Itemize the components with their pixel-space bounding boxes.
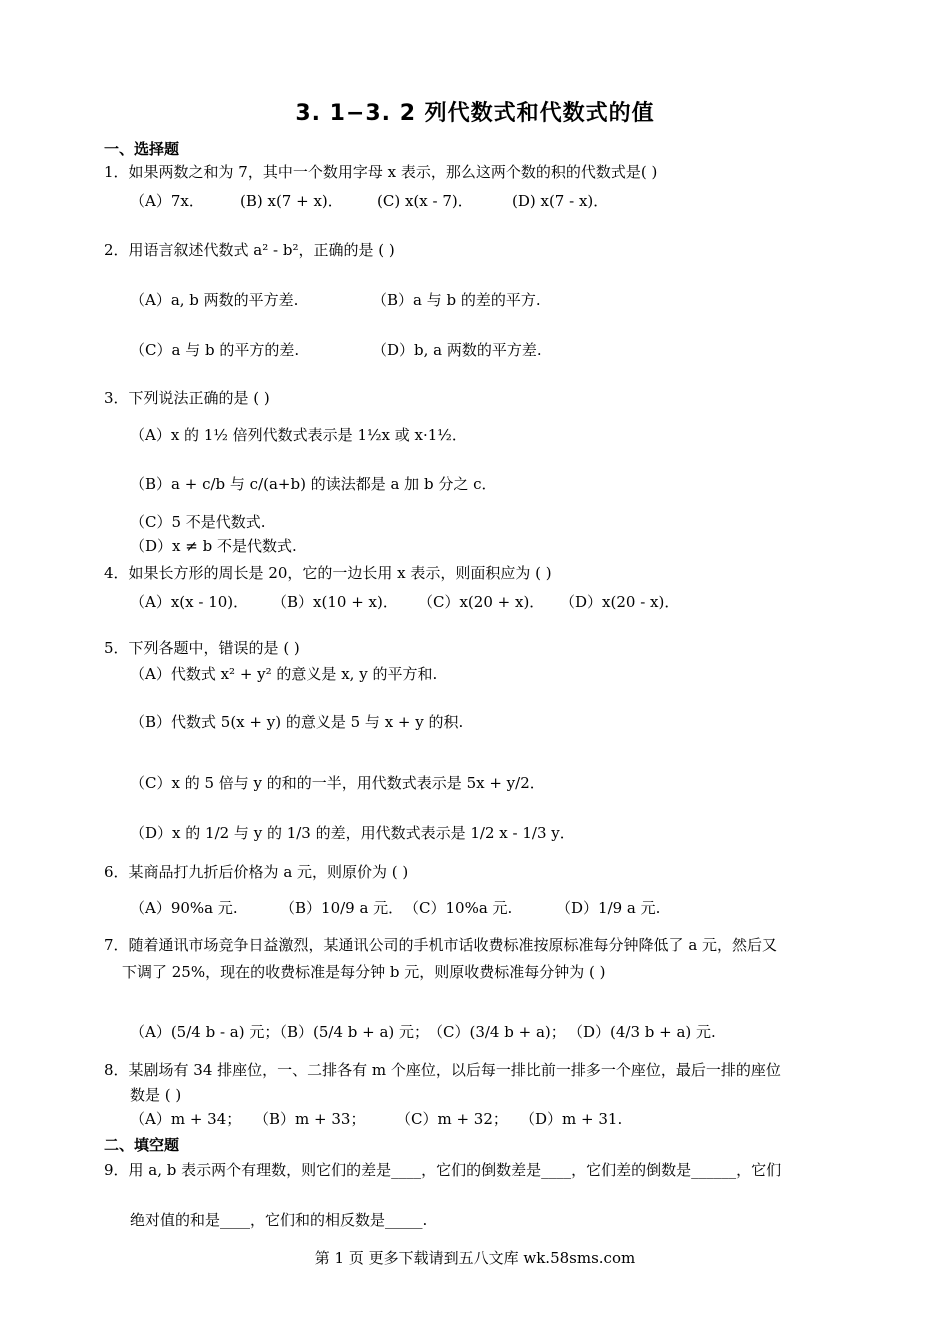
question-5-option-c: （C）x 的 5 倍与 y 的和的一半，用代数式表示是 5x + y/2． [130, 774, 545, 792]
question-7-stem-line1: 7．随着通讯市场竞争日益激烈，某通讯公司的手机市话收费标准按原标准每分钟降低了 a 元，然后又 [104, 936, 778, 954]
question-9-line2: 绝对值的和是____，它们和的相反数是_____. [130, 1211, 428, 1229]
question-6-option-b: （B）10/9 a 元． [280, 899, 404, 917]
question-2-option-c: （C）a 与 b 的平方的差. [130, 341, 300, 359]
question-1-option-d: (D) x(7 - x)． [512, 192, 609, 210]
question-8-option-c: （C）m + 32； [396, 1110, 508, 1128]
section-heading-fill: 二、填空题 [104, 1136, 180, 1154]
question-4-option-c: （C）x(20 + x)． [418, 593, 545, 611]
question-2-option-b: （B）a 与 b 的差的平方. [372, 291, 541, 309]
question-2-option-a: （A）a, b 两数的平方差. [130, 291, 299, 309]
question-7-option-c: （C）(3/4 b + a)； [428, 1023, 566, 1041]
question-4-option-b: （B）x(10 + x)． [272, 593, 398, 611]
question-4-option-d: （D）x(20 - x)． [560, 593, 680, 611]
question-5-option-a: （A）代数式 x² + y² 的意义是 x, y 的平方和. [130, 665, 438, 683]
question-1-option-b: (B) x(7 + x)． [240, 192, 343, 210]
question-5-option-b: （B）代数式 5(x + y) 的意义是 5 与 x + y 的积. [130, 713, 464, 731]
question-2-option-d: （D）b, a 两数的平方差. [372, 341, 542, 359]
question-1-option-c: (C) x(x - 7)． [377, 192, 473, 210]
question-8-stem-line1: 8．某剧场有 34 排座位，一、二排各有 m 个座位，以后每一排比前一排多一个座位，最后一排的座位 [104, 1061, 781, 1079]
question-8-option-a: （A）m + 34； [130, 1110, 242, 1128]
question-8-option-d: （D）m + 31. [520, 1110, 623, 1128]
question-4-option-a: （A）x(x - 10)． [130, 593, 249, 611]
question-7-option-b: （B）(5/4 b + a) 元； [272, 1023, 430, 1041]
question-3-stem: 3．下列说法正确的是 ( ) [104, 389, 270, 407]
question-7-stem-line2: 下调了 25%，现在的收费标准是每分钟 b 元，则原收费标准每分钟为 ( ) [122, 963, 606, 981]
question-6-option-a: （A）90%a 元. [130, 899, 238, 917]
question-3-option-a: （A）x 的 1½ 倍列代数式表示是 1½x 或 x·1½． [130, 426, 467, 444]
page-title: 3. 1−3. 2 列代数式和代数式的值 [295, 101, 655, 126]
question-8-stem-line2: 数是 ( ) [130, 1086, 182, 1104]
question-3-option-d: （D）x ≠ b 不是代数式. [130, 537, 297, 555]
question-4-stem: 4．如果长方形的周长是 20，它的一边长用 x 表示，则面积应为 ( ) [104, 564, 552, 582]
question-9-line1: 9．用 a, b 表示两个有理数，则它们的差是____，它们的倒数差是____，它们差的倒数是______，它们 [104, 1161, 782, 1179]
page-footer: 第 1 页 更多下载请到五八文库 wk.58sms.com [314, 1249, 636, 1267]
question-6-stem: 6．某商品打九折后价格为 a 元，则原价为 ( ) [104, 863, 409, 881]
question-1-stem: 1．如果两数之和为 7，其中一个数用字母 x 表示，那么这两个数的积的代数式是( ) [104, 163, 658, 181]
section-heading-choice: 一、选择题 [104, 140, 180, 158]
question-2-stem: 2．用语言叙述代数式 a² - b²，正确的是 ( ) [104, 241, 395, 259]
question-7-option-a: （A）(5/4 b - a) 元； [130, 1023, 280, 1041]
question-6-option-d: （D）1/9 a 元. [556, 899, 661, 917]
question-1-option-a: （A）7x． [130, 192, 204, 210]
question-5-stem: 5．下列各题中，错误的是 ( ) [104, 639, 300, 657]
question-3-option-b: （B）a + c/b 与 c/(a+b) 的读法都是 a 加 b 分之 c． [130, 475, 497, 493]
question-7-option-d: （D）(4/3 b + a) 元. [568, 1023, 716, 1041]
question-3-option-c: （C）5 不是代数式. [130, 513, 266, 531]
question-8-option-b: （B）m + 33； [254, 1110, 366, 1128]
question-5-option-d: （D）x 的 1/2 与 y 的 1/3 的差，用代数式表示是 1/2 x - 1/3 y． [130, 824, 575, 842]
question-6-option-c: （C）10%a 元. [404, 899, 513, 917]
